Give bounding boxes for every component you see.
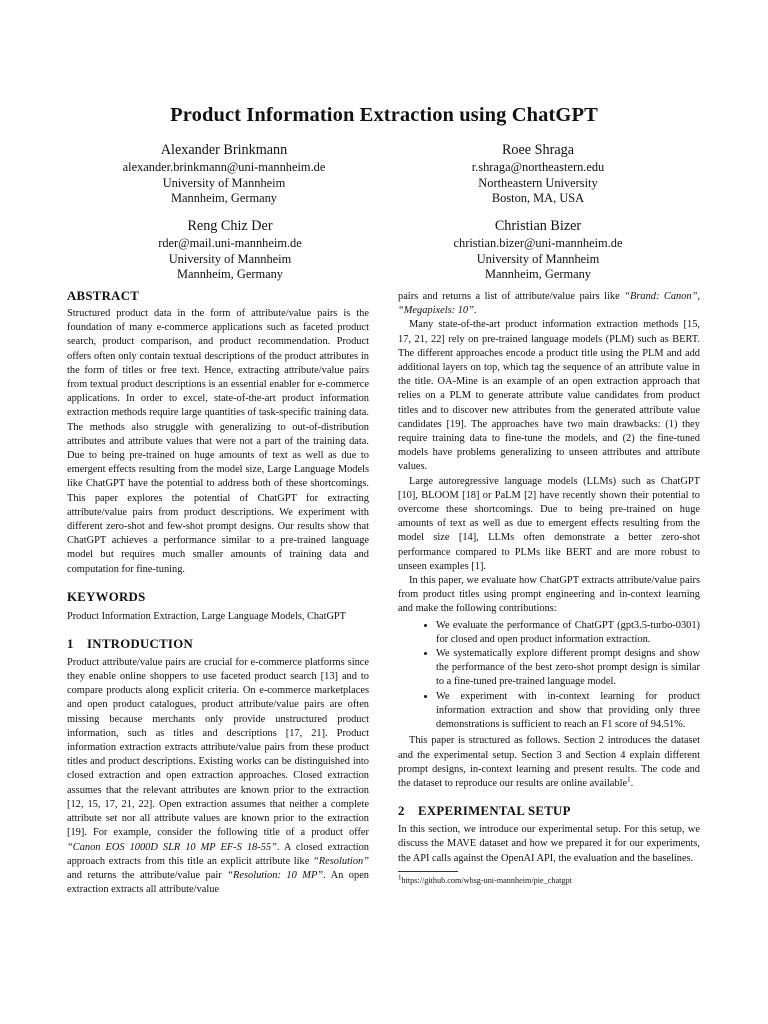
text-run: . [630, 777, 634, 789]
text-run: pairs and returns a list of attribute/value pairs like [398, 291, 625, 302]
section-title: INTRODUCTION [87, 636, 193, 651]
intro-paragraph-3: Large autoregressive language models (LLMs) such as ChatGPT [10], BLOOM [18] or PaLM [2] have recently shown their potential to overcome these shortcomings. Due to being pre-trained on huge amounts of text as well as due to emergent effects resulting from the model size [14], LLMs often demonstrate a better zero-shot performance compared to PLMs like BERT and are more robust to unseen examples [1]. [398, 475, 700, 572]
abstract-heading: ABSTRACT [67, 289, 140, 303]
keywords-text: Product Information Extraction, Large Language Models, ChatGPT [67, 610, 346, 622]
text-run: . [473, 305, 477, 317]
text-run: . An open extraction extracts all attribute/value [67, 869, 369, 896]
text-run: Product attribute/value pairs are crucial for e-commerce platforms since they enable online shoppers to use faceted product search [13] and to compare products along explicit criteria. On e-commerce marketplaces and open product catalogues, product attribute/value pairs are often missing because merchants only provide unstructured product information, such as titles and descriptions [17, 21]. Product information extraction extracts attribute/value pairs from these product titles and product descriptions. Existing works can be distinguished into closed extraction and open extraction approaches. Closed extraction assumes that the relevant attributes are known prior to the extraction [12, 15, 17, 21, 22]. Open extraction assumes that neither a complete attribute set nor all attribute values are known prior to the extraction [19]. For example, consider the following title of a product offer [67, 656, 369, 839]
contribution-item: • We experiment with in-context learning for product information extraction and show that providing only three demonstrations is sufficient to reach an F1 score of 94.51%. [436, 690, 700, 733]
paper-title: Product Information Extraction using ChatGPT [170, 104, 598, 126]
section-heading-introduction [67, 636, 369, 652]
example-title: “Canon EOS 1000D SLR 10 MP EF-S 18-55” [67, 841, 277, 853]
footnote-rule [398, 871, 458, 872]
author-block-1 [54, 141, 394, 207]
text-run: and returns the attribute/value pair [67, 869, 228, 881]
left-column [67, 288, 369, 897]
intro-paragraph-5 [398, 734, 700, 791]
author-email: rder@mail.uni-mannheim.de [158, 236, 302, 250]
footnote-marker: 1 [627, 775, 631, 784]
author-name: Alexander Brinkmann [160, 142, 288, 158]
author-email: alexander.brinkmann@uni-mannheim.de [122, 160, 326, 174]
example-pair: “Resolution: 10 MP” [227, 869, 324, 881]
author-affiliation: Northeastern University [478, 175, 598, 190]
intro-paragraph-2: Many state-of-the-art product information extraction methods [15, 17, 21, 22] rely on pre-trained language models (PLM) such as BERT. The different approaches encode a product title using the PLM and add additional layers on top, which tag the sequence of an attribute value in the title. OA-Mine is an example of an open extraction approach that relies on a PLM to generate attribute value candidates from product titles and to discover new attributes from the generated attribute value candidates [19]. The approaches have two main drawbacks: (1) they require training data to fine-tune the models, and (2) the fine-tuned models have problems generalizing to unseen attributes and attribute values. [398, 319, 700, 473]
abstract-text: Structured product data in the form of attribute/value pairs is the foundation of many e-commerce applications such as faceted product search, product comparison, and product recommendation. Product offers often only contain textual descriptions of the product attributes in the form of titles or free text. Hence, extracting attribute/value pairs from textual product descriptions is an essential enabler for e-commerce applications. In order to excel, state-of-the-art product information extraction methods require large quantities of task-specific training data. The methods also struggle with generalizing to out-of-distribution attributes and attribute values that were not a part of the training data. Due to being pre-trained on huge amounts of text as well as due to emergent effects resulting from the model size, Large Language Models like ChatGPT have the potential to address both of these shortcomings. This paper explores the potential of ChatGPT for extracting attribute/value pairs from product descriptions. We experiment with different zero-shot and few-shot prompt designs. Our results show that ChatGPT achieves a performance similar to a pre-trained language model but requires much smaller amounts of training data and computation for fine-tuning. [67, 308, 369, 575]
contribution-item: • We evaluate the performance of ChatGPT (gpt3.5-turbo-0301) for closed and open product information extraction. [436, 619, 700, 647]
author-location: Boston, MA, USA [491, 191, 585, 205]
section-title: EXPERIMENTAL SETUP [418, 804, 571, 819]
section-number: 1 [67, 636, 74, 651]
author-location: Mannheim, Germany [177, 267, 283, 281]
intro-paragraph-1 [67, 656, 369, 897]
intro-paragraph-1-continued [398, 290, 700, 318]
author-name: Reng Chiz Der [187, 218, 273, 234]
footnote-mark: 1 [398, 872, 402, 881]
keywords-heading: KEYWORDS [67, 589, 146, 604]
text-run: . A closed extraction approach extracts from this title an explicit attribute like [67, 841, 369, 867]
author-location: Mannheim, Germany [485, 267, 591, 281]
contribution-list [398, 619, 700, 733]
author-block-2 [368, 141, 708, 207]
text-run: This paper is structured as follows. Section 2 introduces the dataset and the experimental setup. Section 3 and Section 4 explain different prompt designs, in-context learning and present results. The code and the dataset to reproduce our results are online available [398, 735, 700, 789]
author-block-3 [60, 217, 400, 283]
author-name: Roee Shraga [501, 142, 575, 158]
author-location: Mannheim, Germany [171, 191, 277, 205]
section-number: 2 [398, 804, 405, 819]
footnote [398, 872, 700, 886]
setup-paragraph-1: In this section, we introduce our experimental setup. For this setup, we discuss the MAVE dataset and how we prepared it for our experiments, the API calls against the OpenAI API, the evaluation and the baselines. [398, 824, 700, 864]
example-pairs: “Brand: Canon”, “Megapixels: 10” [398, 291, 700, 317]
author-affiliation: University of Mannheim [162, 175, 286, 190]
author-email: christian.bizer@uni-mannheim.de [453, 236, 623, 250]
author-affiliation: University of Mannheim [476, 251, 600, 266]
author-block-4 [368, 217, 708, 283]
right-column [398, 290, 700, 886]
footnote-link[interactable]: https://github.com/wbsg-uni-mannheim/pie_chatgpt [401, 875, 572, 885]
intro-paragraph-4: In this paper, we evaluate how ChatGPT extracts attribute/value pairs from product titles using prompt engineering and in-context learning and make the following contributions: [398, 575, 700, 615]
author-name: Christian Bizer [494, 218, 582, 234]
author-email: r.shraga@northeastern.edu [471, 160, 605, 174]
section-heading-experimental-setup [398, 803, 700, 819]
author-affiliation: University of Mannheim [168, 251, 292, 266]
contribution-item: • We systematically explore different prompt designs and show the performance of the best zero-shot prompt design is similar to a fine-tuned pre-trained language model. [436, 647, 700, 690]
example-attribute: “Resolution” [312, 855, 369, 867]
